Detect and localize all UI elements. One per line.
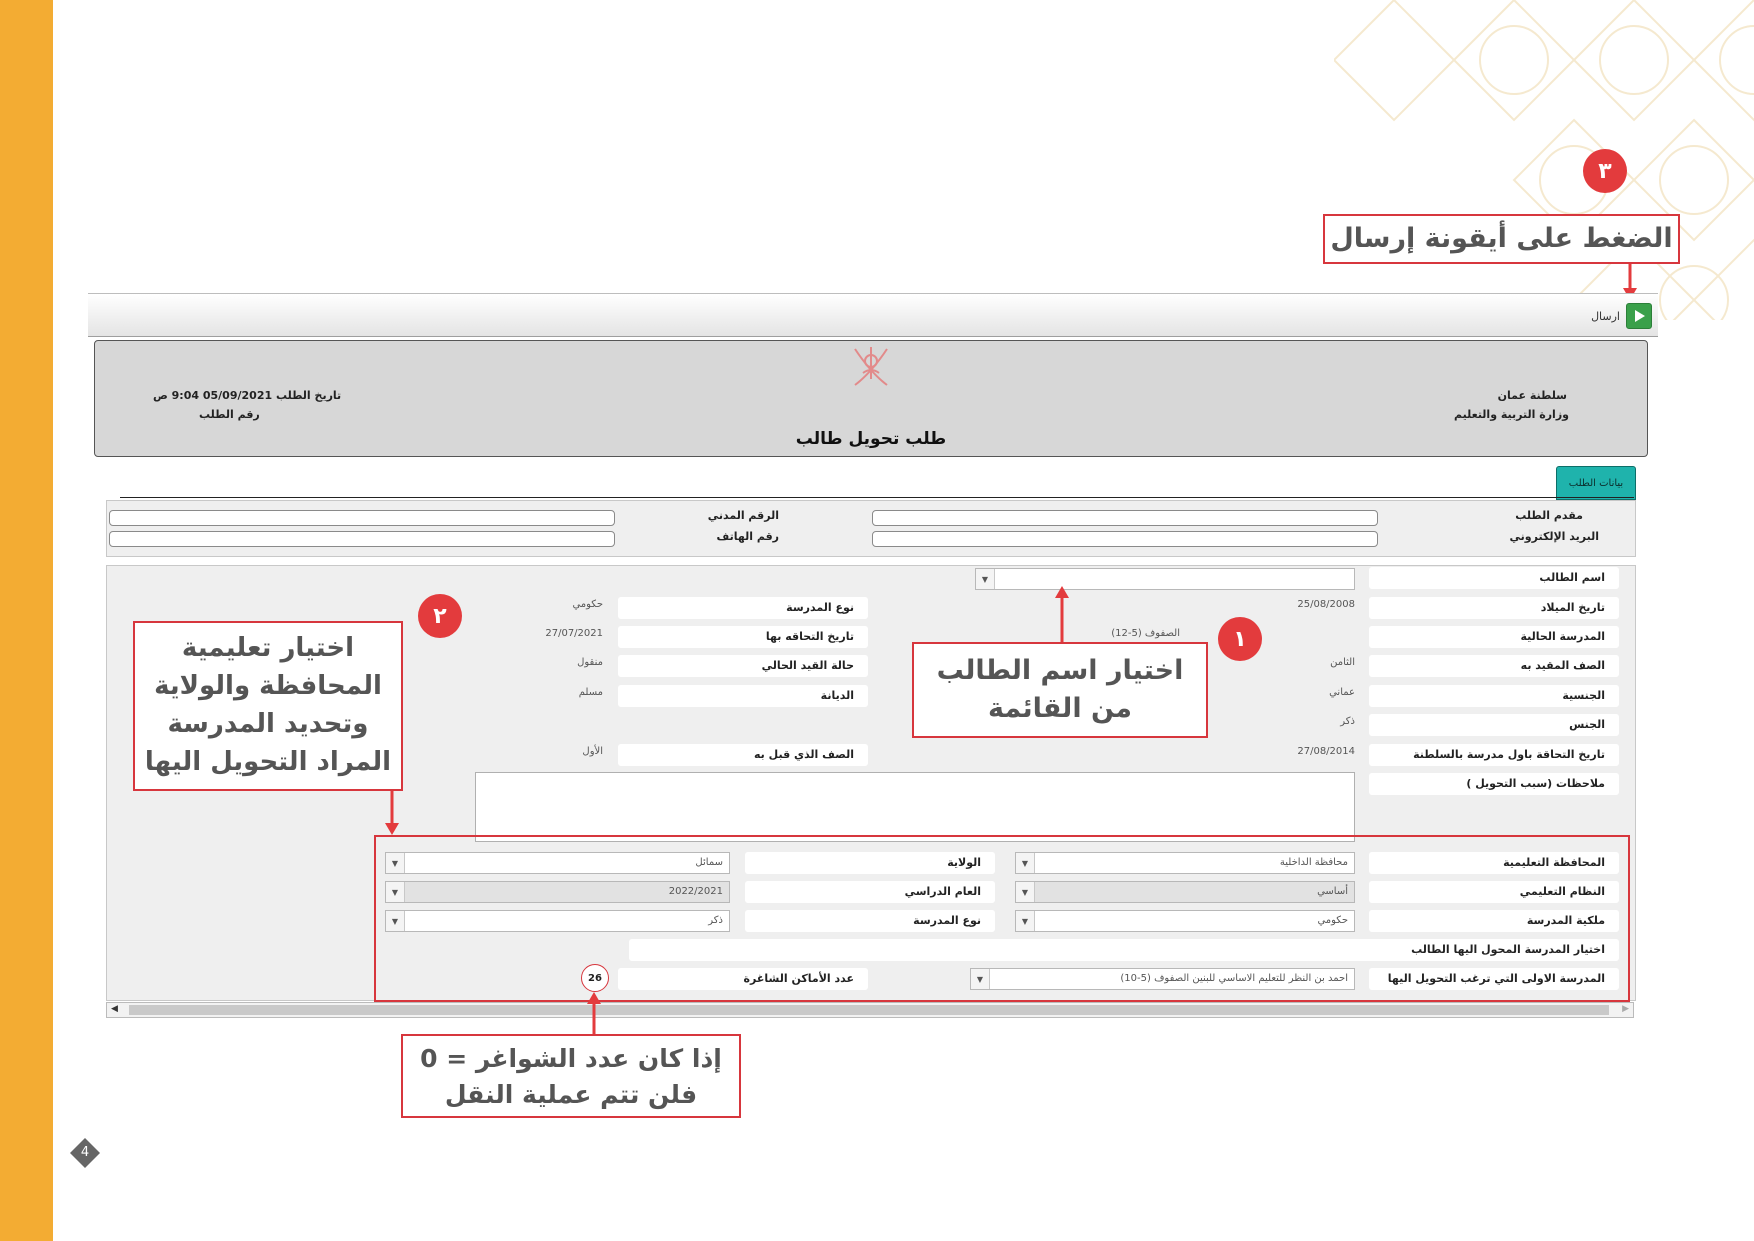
ownership-label: ملكية المدرسة — [1369, 910, 1619, 932]
ministry-name: وزارة التربية والتعليم — [1454, 408, 1569, 421]
tab-request-data[interactable]: بيانات الطلب — [1556, 466, 1636, 500]
step-2-text-line1: اختيار تعليمية — [181, 633, 355, 663]
step-1-marker: ١ — [1218, 617, 1262, 661]
chevron-down-icon: ▼ — [971, 969, 990, 989]
step-3-callout: الضغط على أيقونة إرسال — [1323, 214, 1680, 264]
enroll-status-label: حالة القيد الحالي — [618, 655, 868, 677]
step-1-text-line2: من القائمة — [988, 693, 1132, 724]
step-3-marker: ٣ — [1583, 149, 1627, 193]
registered-grade-value: الثامن — [1330, 657, 1355, 668]
vacancies-value: 26 — [581, 964, 609, 992]
system-label: النظام التعليمي — [1369, 881, 1619, 903]
chevron-down-icon: ▼ — [976, 569, 995, 589]
join-date-label: تاريخ التحاقه بها — [618, 626, 868, 648]
vacancy-note-line1: إذا كان عدد الشواغر = 0 — [420, 1044, 722, 1073]
step-2-text-line2: المحافظة والولاية — [154, 671, 382, 701]
school-type-value: حكومي — [572, 599, 603, 610]
year-label: العام الدراسي — [745, 881, 995, 903]
chevron-down-icon: ▼ — [386, 853, 405, 873]
chevron-down-icon: ▼ — [1016, 853, 1035, 873]
first-school-label: المدرسة الاولى التي ترغب التحويل اليها — [1369, 968, 1619, 990]
religion-label: الديانة — [618, 685, 868, 707]
nationality-label: الجنسية — [1369, 685, 1619, 707]
email-label: البريد الإلكتروني — [1509, 530, 1599, 543]
system-value: أساسي — [1317, 886, 1348, 897]
student-name-select[interactable] — [975, 568, 1355, 590]
governorate-label: المحافظة التعليمية — [1369, 852, 1619, 874]
phone-label: رقم الهاتف — [716, 530, 779, 543]
applicant-panel — [106, 500, 1636, 557]
send-play-icon — [1626, 303, 1652, 329]
step-2-text-line3: وتحديد المدرسة — [167, 709, 369, 739]
student-name-label: اسم الطالب — [1369, 567, 1619, 589]
wilayat-label: الولاية — [745, 852, 995, 874]
nationality-value: عماني — [1329, 687, 1355, 698]
send-label: ارسال — [1591, 309, 1620, 323]
step-2-marker: ٢ — [418, 594, 462, 638]
notes-textarea[interactable] — [475, 772, 1355, 842]
chevron-down-icon: ▼ — [1016, 911, 1035, 931]
request-date: تاريخ الطلب 05/09/2021 9:04 ص — [153, 389, 342, 402]
vacancy-arrow — [584, 990, 604, 1036]
chevron-down-icon: ▼ — [386, 911, 405, 931]
current-school-label: المدرسة الحالية — [1369, 626, 1619, 648]
first-enroll-label: تاريخ التحاقة باول مدرسة بالسلطنة — [1369, 744, 1619, 766]
ownership-value: حكومي — [1317, 915, 1348, 926]
page-number-badge — [70, 1138, 100, 1168]
governorate-value: محافظة الداخلية — [1279, 857, 1348, 868]
scrollbar-thumb[interactable] — [129, 1005, 1609, 1015]
notes-label: ملاحظات (سبب التحويل ) — [1369, 773, 1619, 795]
step-1-callout — [912, 642, 1208, 738]
form-title: طلب تحويل طالب — [795, 429, 947, 449]
applicant-input[interactable] — [872, 510, 1378, 526]
request-number-label: رقم الطلب — [199, 408, 260, 421]
country-name: سلطنة عمان — [1497, 389, 1567, 402]
phone-input[interactable] — [109, 531, 615, 547]
join-date-value: 27/07/2021 — [545, 628, 603, 639]
step-2-text-line4: المراد التحويل اليها — [144, 747, 392, 777]
registered-grade-label: الصف المقيد به — [1369, 655, 1619, 677]
grades-value: الصفوف (5-12) — [1111, 628, 1180, 639]
wilayat-value: سمائل — [695, 857, 723, 868]
year-value: 2022/2021 — [668, 886, 723, 897]
vacancy-note-line2: فلن تتم عملية النقل — [444, 1080, 698, 1109]
gender-value: ذكر — [1340, 716, 1355, 727]
step-2-callout — [133, 621, 403, 791]
enroll-status-value: منقول — [577, 657, 603, 668]
first-school-value: احمد بن النظر للتعليم الاساسي للبنين الصفوف (5-10) — [1120, 973, 1348, 984]
vacancies-label: عدد الأماكن الشاغرة — [618, 968, 868, 990]
accepted-grade-label: الصف الذي قبل به — [618, 744, 868, 766]
oman-emblem-icon — [847, 343, 895, 389]
accepted-grade-value: الأول — [582, 746, 603, 757]
step-1-arrow — [1052, 584, 1072, 642]
target-school-type-value: ذكر — [708, 915, 723, 926]
birth-date-label: تاريخ الميلاد — [1369, 597, 1619, 619]
civil-id-input[interactable] — [109, 510, 615, 526]
civil-id-label: الرقم المدني — [707, 509, 779, 522]
decorative-pattern — [1334, 0, 1754, 320]
transfer-highlight-frame — [374, 835, 1630, 1002]
school-type-label: نوع المدرسة — [618, 597, 868, 619]
email-input[interactable] — [872, 531, 1378, 547]
step-1-text-line1: اختيار اسم الطالب — [936, 655, 1184, 686]
choose-school-label: اختيار المدرسة المحول اليها الطالب — [629, 939, 1619, 961]
target-school-type-label: نوع المدرسة — [745, 910, 995, 932]
birth-date-value: 25/08/2008 — [1297, 599, 1355, 610]
send-button[interactable] — [1591, 303, 1652, 329]
scroll-left-icon[interactable]: ◀ — [111, 1004, 118, 1014]
gender-label: الجنس — [1369, 714, 1619, 736]
page-number: 4 — [80, 1145, 90, 1160]
step-2-arrow — [382, 791, 402, 837]
form-header — [94, 340, 1648, 457]
tab-underline — [120, 497, 1634, 498]
scroll-right-icon[interactable]: ▶ — [1622, 1004, 1629, 1014]
religion-value: مسلم — [578, 687, 603, 698]
side-accent-bar — [0, 0, 53, 1241]
horizontal-scrollbar[interactable] — [106, 1002, 1634, 1018]
vacancy-note-callout — [401, 1034, 741, 1118]
chevron-down-icon: ▼ — [1016, 882, 1035, 902]
first-enroll-value: 27/08/2014 — [1297, 746, 1355, 757]
applicant-label: مقدم الطلب — [1515, 509, 1583, 522]
chevron-down-icon: ▼ — [386, 882, 405, 902]
toolbar — [88, 293, 1658, 337]
